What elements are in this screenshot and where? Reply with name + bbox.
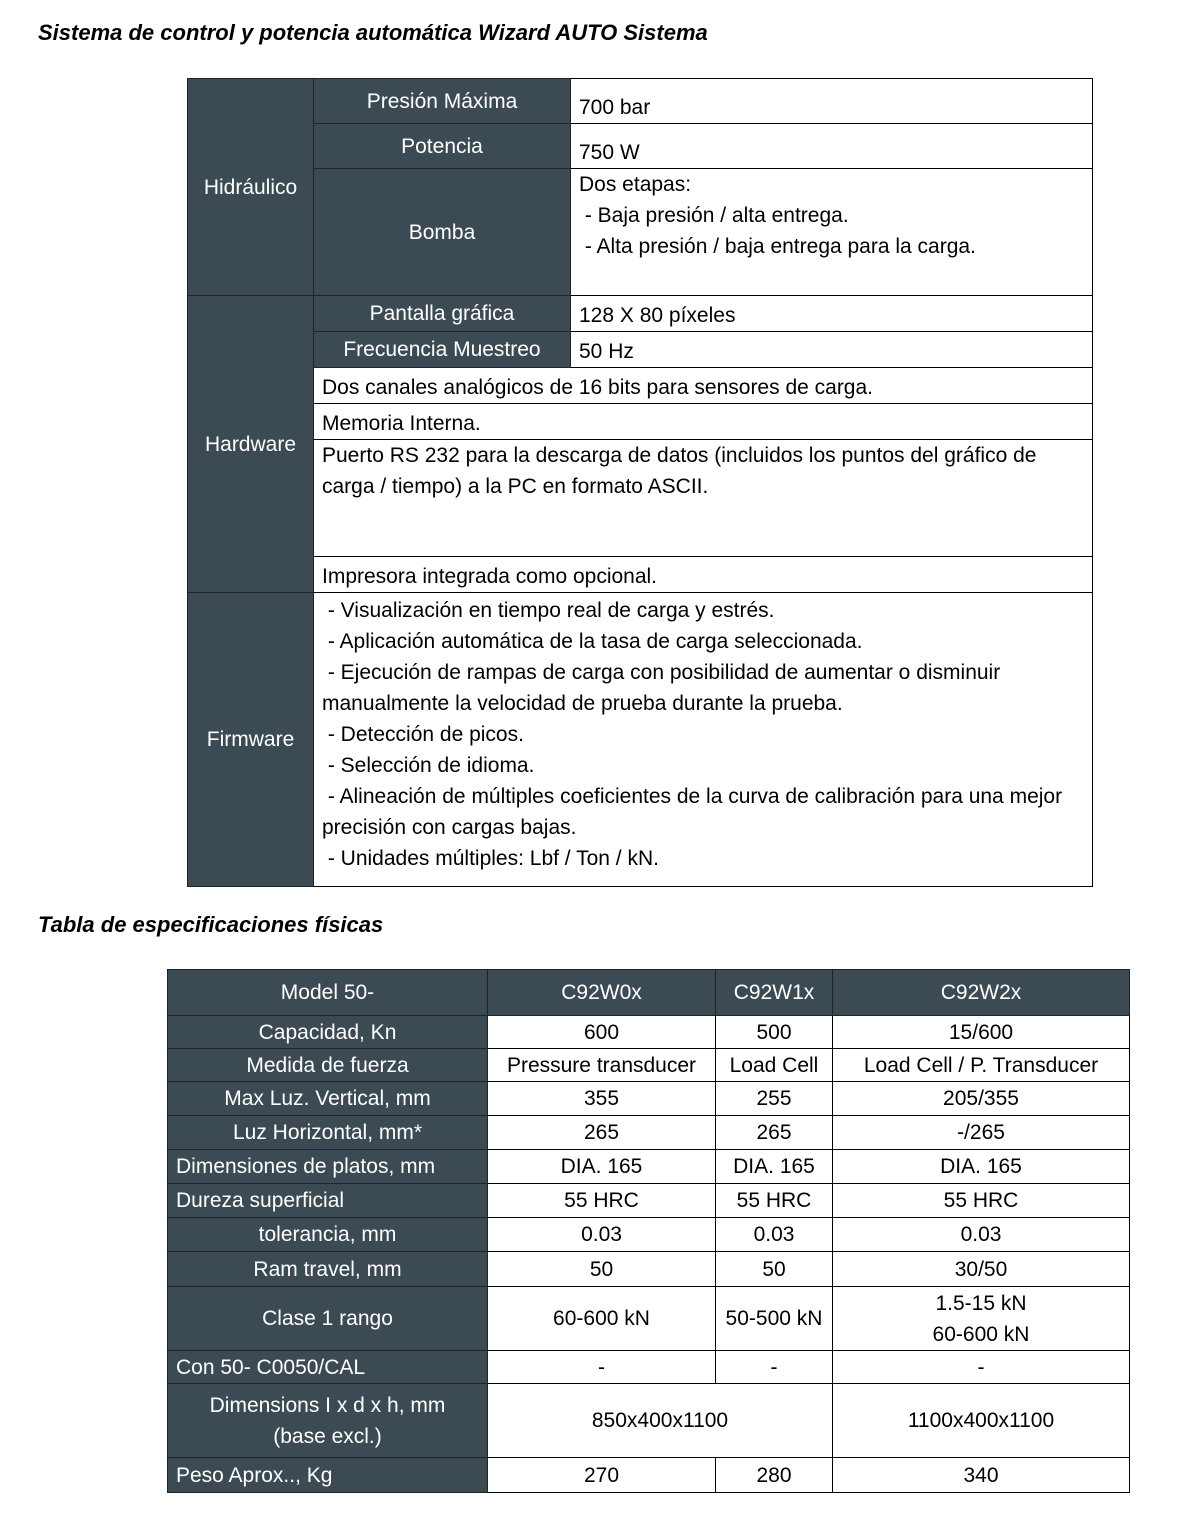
cell: 55 HRC <box>488 1184 716 1218</box>
cell: 265 <box>488 1116 716 1150</box>
cell: 0.03 <box>488 1218 716 1252</box>
cell: Pressure transducer <box>488 1049 716 1082</box>
bomba-line: - Alta presión / baja entrega para la carga. <box>579 235 976 258</box>
cell: 600 <box>488 1016 716 1049</box>
group-hardware: Hardware <box>188 296 314 593</box>
firmware-list <box>314 593 1093 887</box>
cell: 0.03 <box>716 1218 833 1252</box>
system-title: Sistema de control y potencia automática Wizard AUTO Sistema <box>38 20 708 45</box>
frecuencia-value: 50 Hz <box>571 332 1093 368</box>
table-row <box>168 1016 1130 1049</box>
header-cell: C92W1x <box>716 970 833 1016</box>
cell: 205/355 <box>833 1082 1130 1116</box>
bomba-label: Bomba <box>314 169 571 296</box>
potencia-value: 750 W <box>571 124 1093 169</box>
firmware-line: - Ejecución de rampas de carga con posibilidad de aumentar o disminuir manualmente la velocidad de prueba durante la prueba. <box>322 661 1007 715</box>
header-cell: C92W0x <box>488 970 716 1016</box>
cell: 50 <box>716 1252 833 1287</box>
cell: 50 <box>488 1252 716 1287</box>
bomba-value <box>571 169 1093 296</box>
row-label: Max Luz. Vertical, mm <box>168 1082 488 1116</box>
group-hidraulico: Hidráulico <box>188 79 314 296</box>
bomba-line: - Baja presión / alta entrega. <box>579 204 849 227</box>
cell-line: 60-600 kN <box>932 1322 1030 1346</box>
table-row <box>168 1351 1130 1384</box>
cell: DIA. 165 <box>488 1150 716 1184</box>
canales-text: Dos canales analógicos de 16 bits para sensores de carga. <box>314 368 1093 404</box>
row-label: Clase 1 rango <box>168 1287 488 1351</box>
cell: 0.03 <box>833 1218 1130 1252</box>
header-row <box>168 970 1130 1016</box>
control-system-table <box>187 78 1093 887</box>
physical-specs-table <box>167 969 1130 1493</box>
table-row <box>168 1218 1130 1252</box>
row-label: Capacidad, Kn <box>168 1016 488 1049</box>
cell: 55 HRC <box>716 1184 833 1218</box>
table-row <box>168 1252 1130 1287</box>
cell: Load Cell / P. Transducer <box>833 1049 1130 1082</box>
firmware-line: - Unidades múltiples: Lbf / Ton / kN. <box>322 847 659 870</box>
table-row <box>168 1287 1130 1351</box>
presion-label: Presión Máxima <box>314 79 571 124</box>
row-label: tolerancia, mm <box>168 1218 488 1252</box>
row-label: Luz Horizontal, mm* <box>168 1116 488 1150</box>
memoria-text: Memoria Interna. <box>314 404 1093 440</box>
firmware-line: - Detección de picos. <box>322 723 524 746</box>
cell: 50-500 kN <box>716 1287 833 1351</box>
table-row <box>168 1116 1130 1150</box>
table-row <box>168 1458 1130 1493</box>
table-row <box>168 1082 1130 1116</box>
cell: 255 <box>716 1082 833 1116</box>
cell: 1100x400x1100 <box>833 1384 1130 1458</box>
cell-line: 1.5-15 kN <box>935 1291 1027 1315</box>
header-cell: C92W2x <box>833 970 1130 1016</box>
row-label: Dimensions I x d x h, mm (base excl.) <box>168 1384 488 1458</box>
cell: 15/600 <box>833 1016 1130 1049</box>
firmware-line: - Selección de idioma. <box>322 754 535 777</box>
impresora-text: Impresora integrada como opcional. <box>314 557 1093 593</box>
cell: 850x400x1100 <box>488 1384 833 1458</box>
table-row <box>168 1184 1130 1218</box>
cell: - <box>833 1351 1130 1384</box>
cell: 280 <box>716 1458 833 1493</box>
row-label: Dimensiones de platos, mm <box>168 1150 488 1184</box>
cell: - <box>716 1351 833 1384</box>
group-firmware: Firmware <box>188 593 314 887</box>
table-row <box>168 1150 1130 1184</box>
cell: 355 <box>488 1082 716 1116</box>
cell: Load Cell <box>716 1049 833 1082</box>
puerto-text: Puerto RS 232 para la descarga de datos (incluidos los puntos del gráfico de carga / tiempo) a la PC en formato ASCII. <box>314 440 1093 557</box>
physical-title: Tabla de especificaciones físicas <box>38 912 384 937</box>
potencia-label: Potencia <box>314 124 571 169</box>
cell: 500 <box>716 1016 833 1049</box>
frecuencia-label: Frecuencia Muestreo <box>314 332 571 368</box>
bomba-line: Dos etapas: <box>579 173 692 196</box>
presion-value: 700 bar <box>571 79 1093 124</box>
cell: 270 <box>488 1458 716 1493</box>
cell: 30/50 <box>833 1252 1130 1287</box>
header-cell: Model 50- <box>168 970 488 1016</box>
cell: 265 <box>716 1116 833 1150</box>
firmware-line: - Alineación de múltiples coeficientes de la curva de calibración para una mejor precisión con cargas bajas. <box>322 785 1068 839</box>
firmware-line: - Aplicación automática de la tasa de carga seleccionada. <box>322 630 863 653</box>
cell: DIA. 165 <box>716 1150 833 1184</box>
cell: DIA. 165 <box>833 1150 1130 1184</box>
table-row <box>168 1384 1130 1458</box>
cell <box>833 1287 1130 1351</box>
row-label: Peso Aprox.., Kg <box>168 1458 488 1493</box>
row-label: Ram travel, mm <box>168 1252 488 1287</box>
row-label: Dureza superficial <box>168 1184 488 1218</box>
row-label: Medida de fuerza <box>168 1049 488 1082</box>
cell: 60-600 kN <box>488 1287 716 1351</box>
row-label: Con 50- C0050/CAL <box>168 1351 488 1384</box>
cell: -/265 <box>833 1116 1130 1150</box>
pantalla-label: Pantalla gráfica <box>314 296 571 332</box>
firmware-line: - Visualización en tiempo real de carga y estrés. <box>322 599 775 622</box>
cell: - <box>488 1351 716 1384</box>
table-row <box>168 1049 1130 1082</box>
cell: 55 HRC <box>833 1184 1130 1218</box>
pantalla-value: 128 X 80 píxeles <box>571 296 1093 332</box>
cell: 340 <box>833 1458 1130 1493</box>
